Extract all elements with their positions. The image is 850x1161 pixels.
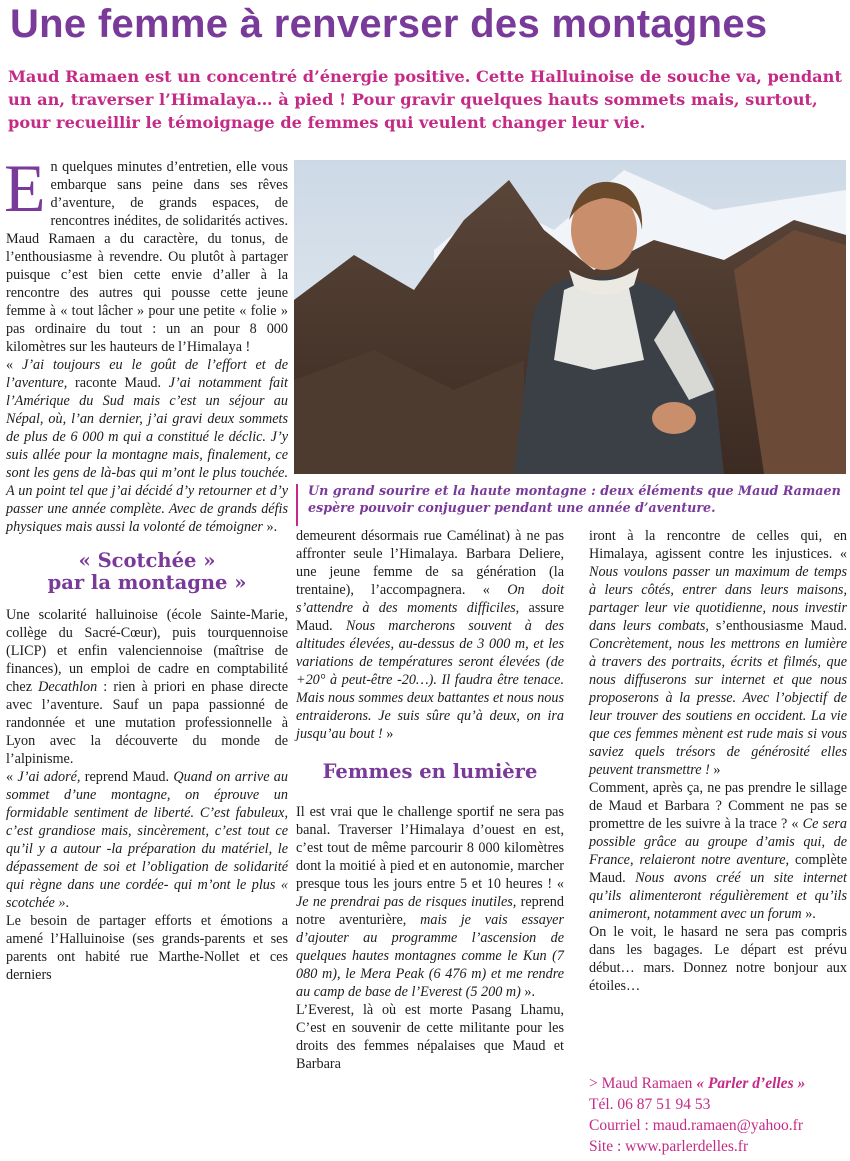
paragraph-challenge: Il est vrai que le challenge sportif ne sera pas banal. Traverser l’Himalaya d’ouest en est, c’est tout de même parcourir 8 000 kilomètres dont la moitié à pied et en autonomie, marcher presque tous les jours entre 5 et 10 heures ! « Je ne prendrai pas de risques inutiles, reprend notre aventurière, mais je vais essayer d’ajouter au programme l’ascension de quelques hautes montagnes comme le Kun (7 080 m), le Mera Peak (6 476 m) et me rendre au camp de base de l’Everest (5 200 m) ». bbox=[296, 804, 565, 1000]
contact-block bbox=[589, 1073, 847, 1157]
drop-cap: E bbox=[4, 150, 46, 226]
quote-paragraph-2: « J’ai adoré, reprend Maud. Quand on arrive au sommet d’une montagne, on éprouve un formidable sentiment de liberté. C’est fabuleux, c’est grandiose mais, sincèrement, c’est tout ce qu’il y a autour -la préparation du matériel, le dépassement de soi et l’obligation de solidarité qui règne dans une cordée- qui m’ont le plus « scotchée ». bbox=[6, 769, 288, 911]
headline: Une femme à renverser des montagnes bbox=[10, 2, 768, 46]
paragraph-intro bbox=[4, 150, 288, 356]
paragraph-besoin: Le besoin de partager efforts et émotions a amené l’Halluinoise (ses grands-parents et ses parents ont habité rue Marthe-Nollet et ces derniers bbox=[6, 913, 288, 983]
column-1 bbox=[4, 150, 288, 984]
paragraph-scolarite: Une scolarité halluinoise (école Sainte-Marie, collège du Sacré-Cœur), puis tourquennoise (LICP) et enfin valenciennoise (maîtrise de finances), un emploi de cadre en comptabilité chez Decathlon : rien à priori en phase directe avec l’aventure. Sauf un papa passionné de randonnée et une mutation professionnelle à Lyon avec la découverte du monde de l’alpinisme. bbox=[6, 607, 288, 767]
contact-email[interactable]: Courriel : maud.ramaen@yahoo.fr bbox=[589, 1117, 803, 1134]
paragraph-depart: On le voit, le hasard ne sera pas compris dans les bagages. Le départ est prévu début… mars. Donnez notre bonjour aux étoiles… bbox=[589, 924, 847, 994]
contact-website[interactable]: Site : www.parlerdelles.fr bbox=[589, 1138, 749, 1155]
photo-maud-ramaen bbox=[294, 160, 846, 474]
paragraph-barbara: demeurent désormais rue Camélinat) à ne pas affronter seule l’Himalaya. Barbara Deliere, une jeune femme de sa génération (la trentaine), l’accompagnera. « On doit s’attendre à des moments difficiles, assure Maud. Nous marcherons souvent à des altitudes élevées, au-dessus de 3 000 m, et les variations de températures seront élevées (de +20° à peut-être -20…). Il faudra être tenace. Mais nous sommes deux battantes et nous nous entraiderons. Je suis sûre qu’à deux, on ira jusqu’au bout ! » bbox=[296, 528, 565, 742]
subhead-femmes-en-lumiere: Femmes en lumière bbox=[322, 760, 538, 783]
intro-text: n quelques minutes d’entretien, elle vous embarque sans peine dans ses rêves d’aventure, de grands espaces, de rencontres inédites, de solidarités actives. Maud Ramaen a du caractère, du tonus, de l’enthousiasme à revendre. Ou plutôt à partager puisque c’est bien cette envie d’aller à la rencontre des autres qui pousse cette jeune femme à « tout lâcher » pour une petite « folie » pas ordinaire du tout : un an pour 8 000 kilomètres sur les hauteurs de l’Himalaya ! bbox=[6, 159, 288, 355]
contact-phone: Tél. 06 87 51 94 53 bbox=[589, 1096, 711, 1113]
mountain-photo-illustration bbox=[294, 160, 846, 474]
subhead-scotchee: « Scotchée » par la montagne » bbox=[47, 549, 247, 594]
quote-paragraph-1: « J’ai toujours eu le goût de l’effort et de l’aventure, raconte Maud. J’ai notamment fait l’Amérique du Sud mais c’est un séjour au Népal, où, l’an dernier, j’ai gravi deux sommets de plus de 6 000 m qui a constitué le déclic. J’y suis allée pour la montagne mais, finalement, ce sont les gens de là-bas qui m’ont le plus touchée. A un point tel que j’ai décidé d’y retourner et d’y passer une année complète. Avec de grands défis physiques mais aussi la volonté de témoigner ». bbox=[6, 357, 288, 535]
contact-org: « Parler d’elles » bbox=[696, 1075, 806, 1092]
photo-caption: Un grand sourire et la haute montagne : deux éléments que Maud Ramaen espère pouvoir conjuguer pendant une année d’aventure. bbox=[308, 483, 841, 515]
lead-paragraph: Maud Ramaen est un concentré d’énergie positive. Cette Halluinoise de souche va, pendant un an, traverser l’Himalaya… à pied ! Pour gravir quelques hauts sommets mais, surtout, pour recueillir le témoignage de femmes qui veulent changer leur vie. bbox=[8, 67, 842, 132]
paragraph-sillage: Comment, après ça, ne pas prendre le sillage de Maud et Barbara ? Comment ne pas se promettre de les suivre à la trace ? « Ce sera possible grâce au groupe d’amis qui, de France, relaieront notre aventure, complète Maud. Nous avons créé un site internet qu’ils alimenteront régulièrement et qu’ils animeront, notamment avec un forum ». bbox=[589, 780, 848, 922]
column-2 bbox=[296, 527, 564, 1073]
contact-name: > Maud Ramaen « Parler d’elles » bbox=[589, 1075, 806, 1092]
column-3 bbox=[589, 527, 847, 995]
paragraph-everest: L’Everest, là où est morte Pasang Lhamu, C’est en souvenir de cette militante pour les droits des femmes népalaises que Maud et Barbara bbox=[296, 1002, 564, 1072]
paragraph-rencontre: iront à la rencontre de celles qui, en Himalaya, agissent contre les injustices. « Nous voulons passer un maximum de temps à leurs côtés, entrer dans leurs maisons, partager leur vie quotidienne, nous investir dans leurs combats, s’enthousiasme Maud. Concrètement, nous les mettrons en lumière à travers des portraits, écrits et filmés, que nous diffuserons sur internet et que nous proposerons à la presse. Avec l’objectif de leur trouver des soutiens en occident. La vie que ces femmes mènent est rude mais si vous saviez quels trésors de générosité elles peuvent transmettre ! » bbox=[589, 528, 848, 778]
